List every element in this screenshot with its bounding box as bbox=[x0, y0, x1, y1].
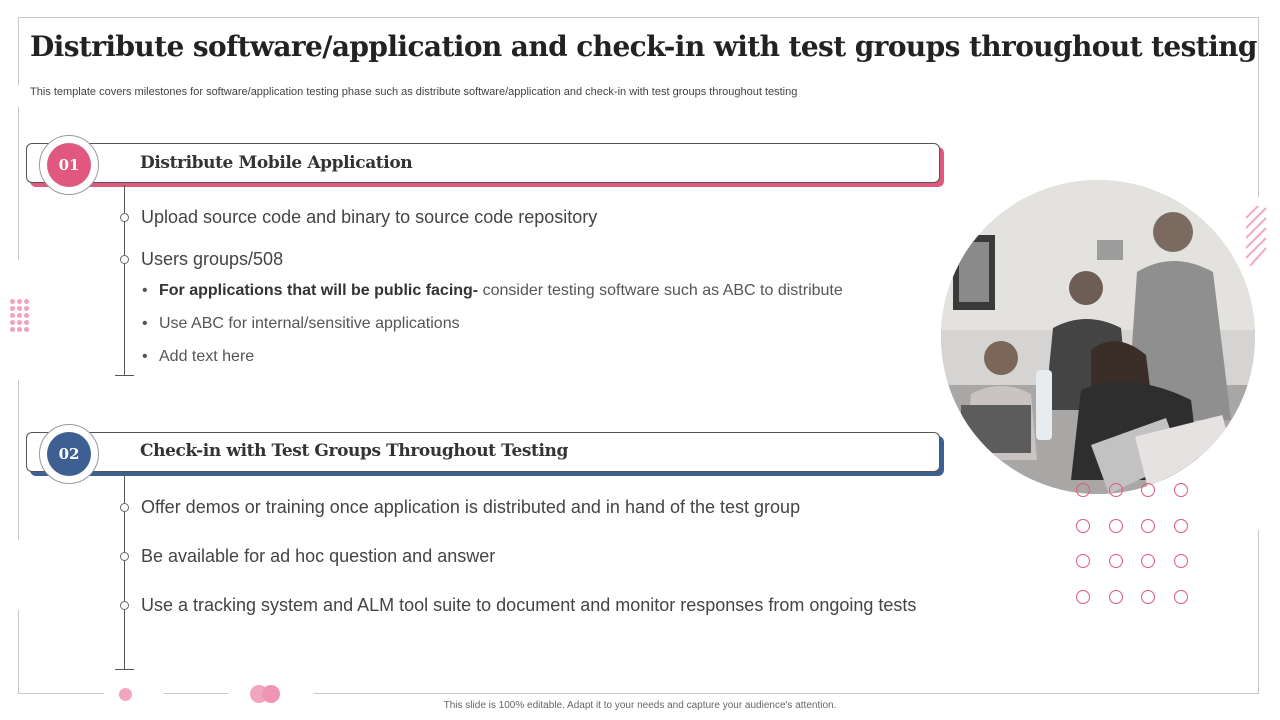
section-2-item: Use a tracking system and ALM tool suite to document and monitor responses from ongoing tests bbox=[141, 595, 917, 615]
frame-right-line bbox=[1258, 17, 1259, 197]
decorative-ring bbox=[1174, 483, 1188, 497]
team-photo-illustration bbox=[941, 180, 1255, 494]
decorative-ring bbox=[1141, 590, 1155, 604]
section-1-subitem bbox=[142, 348, 254, 366]
frame-left-line bbox=[18, 17, 19, 85]
frame-left-line bbox=[18, 380, 19, 540]
decorative-ring bbox=[1109, 590, 1123, 604]
decorative-ring bbox=[1141, 483, 1155, 497]
frame-bottom-line bbox=[164, 693, 228, 694]
section-2-timeline-end bbox=[115, 669, 134, 670]
decorative-dot bbox=[10, 313, 15, 318]
decorative-ring bbox=[1076, 519, 1090, 533]
timeline-node bbox=[120, 601, 129, 610]
decorative-dot bbox=[17, 320, 22, 325]
timeline-node bbox=[120, 503, 129, 512]
decorative-dot bbox=[17, 299, 22, 304]
section-1-subitem bbox=[142, 282, 843, 300]
section-2-item: Offer demos or training once application is distributed and in hand of the test group bbox=[141, 497, 801, 517]
decorative-dot bbox=[10, 299, 15, 304]
decorative-ring bbox=[1174, 519, 1188, 533]
team-photo bbox=[941, 180, 1255, 494]
decorative-dot bbox=[24, 306, 29, 311]
decorative-dot bbox=[24, 313, 29, 318]
timeline-node bbox=[120, 255, 129, 264]
subitem-bold-text: For applications that will be public facing- bbox=[159, 282, 479, 299]
decorative-ring bbox=[1174, 554, 1188, 568]
section-1-timeline-end bbox=[115, 375, 134, 376]
section-2-number-badge: 02 bbox=[47, 432, 91, 476]
bullet-dot: • bbox=[142, 315, 148, 332]
frame-right-line bbox=[1258, 530, 1259, 694]
slide-footer: This slide is 100% editable. Adapt it to your needs and capture your audience's attention. bbox=[443, 700, 837, 711]
section-1-item: Users groups/508 bbox=[141, 249, 284, 269]
decorative-dot bbox=[24, 299, 29, 304]
decorative-ring-grid bbox=[1076, 483, 1188, 604]
section-1-item: Upload source code and binary to source code repository bbox=[141, 207, 598, 227]
decorative-ring bbox=[1141, 554, 1155, 568]
slide-subtitle: This template covers milestones for software/application testing phase such as distribute software/application and check-in with test groups throughout testing bbox=[30, 86, 798, 98]
decorative-ring bbox=[1109, 483, 1123, 497]
decorative-stripes bbox=[1246, 206, 1270, 266]
decorative-dot bbox=[10, 306, 15, 311]
subitem-text: consider testing software such as ABC to distribute bbox=[478, 282, 843, 299]
decorative-ring bbox=[1109, 519, 1123, 533]
decorative-dot bbox=[17, 313, 22, 318]
subitem-text: Add text here bbox=[159, 348, 255, 365]
section-1-subitem bbox=[142, 315, 460, 333]
decorative-dot bbox=[24, 327, 29, 332]
decorative-dot bbox=[17, 327, 22, 332]
frame-top-line bbox=[18, 17, 1259, 18]
section-1-heading: Distribute Mobile Application bbox=[140, 153, 413, 173]
decorative-ring bbox=[1174, 590, 1188, 604]
slide-title: Distribute software/application and check-in with test groups throughout testing bbox=[30, 30, 1257, 63]
frame-bottom-line bbox=[18, 693, 104, 694]
section-2-item: Be available for ad hoc question and answer bbox=[141, 546, 496, 566]
decorative-dot-grid bbox=[10, 299, 29, 332]
decorative-ring bbox=[1076, 483, 1090, 497]
decorative-dot bbox=[10, 327, 15, 332]
bullet-dot: • bbox=[142, 348, 148, 365]
decorative-dot bbox=[17, 306, 22, 311]
frame-bottom-line bbox=[314, 693, 1259, 694]
bullet-dot: • bbox=[142, 282, 148, 299]
decorative-ring bbox=[1109, 554, 1123, 568]
decorative-ring bbox=[1141, 519, 1155, 533]
timeline-node bbox=[120, 552, 129, 561]
decorative-dot bbox=[24, 320, 29, 325]
section-1-number-badge: 01 bbox=[47, 143, 91, 187]
decorative-ring bbox=[1076, 554, 1090, 568]
subitem-text: Use ABC for internal/sensitive applications bbox=[159, 315, 460, 332]
decorative-ring bbox=[1076, 590, 1090, 604]
decorative-dot bbox=[10, 320, 15, 325]
timeline-node bbox=[120, 213, 129, 222]
frame-left-line bbox=[18, 610, 19, 694]
frame-left-line bbox=[18, 107, 19, 260]
section-2-heading: Check-in with Test Groups Throughout Testing bbox=[140, 441, 568, 461]
